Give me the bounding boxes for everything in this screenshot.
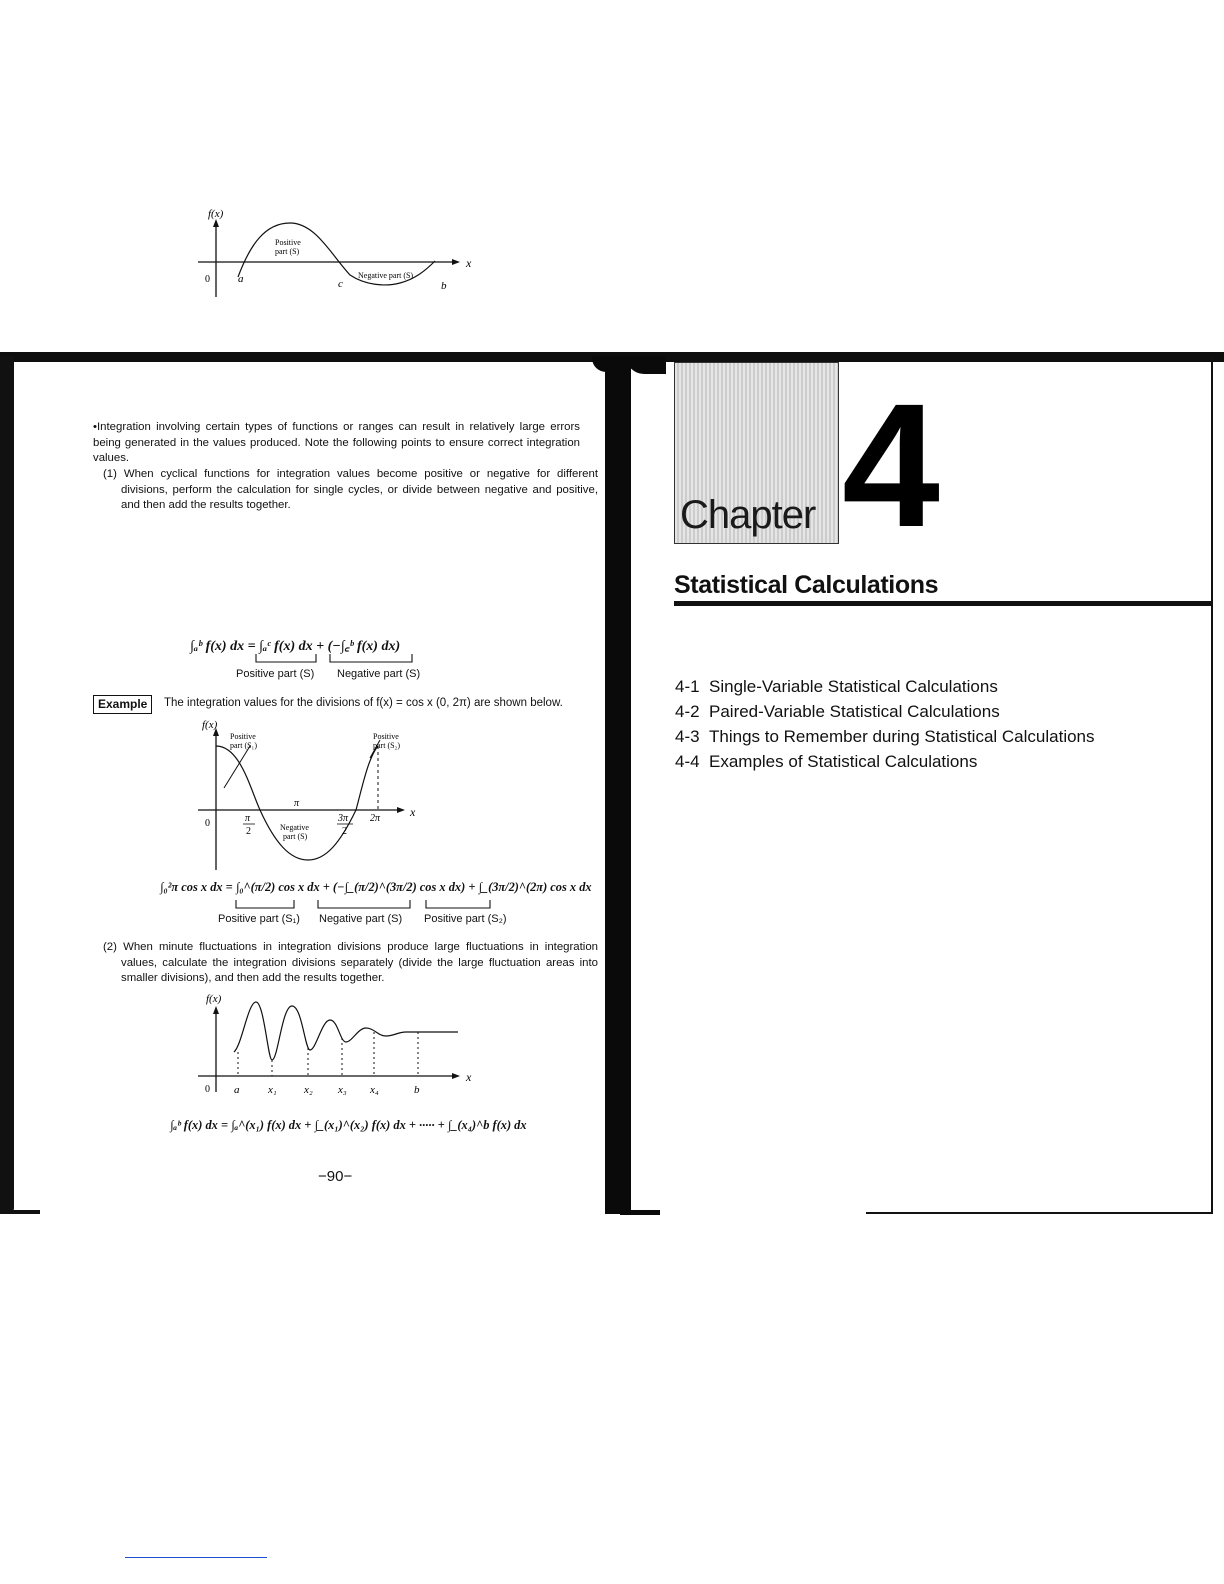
three-pi-num: 3π (338, 813, 349, 824)
y-axis-arrow-icon (213, 1006, 219, 1014)
right-page-edge (1211, 356, 1213, 1214)
example-label: Example (93, 695, 152, 714)
point-2-paragraph: (2) When minute fluctuations in integration divisions produce large fluctuations in integration values, calculate the integration divisions separately (divide the large fluctuation areas into smaller divisions), and then add the results together. (103, 941, 598, 985)
table-of-contents (675, 674, 1095, 774)
toc-text: Single-Variable Statistical Calculations (709, 677, 998, 696)
toc-text: Examples of Statistical Calculations (709, 752, 978, 771)
spine-curve-right (626, 356, 666, 374)
fluctuation-curve (234, 1002, 458, 1060)
c-label: c (338, 278, 343, 290)
y-label: f(x) (206, 993, 222, 1005)
toc-item-3[interactable] (675, 724, 1095, 749)
pi-half-num: π (245, 813, 251, 824)
tick-x4: x₄ (370, 1084, 379, 1096)
formula-2-neg-caption: Negative part (S) (319, 913, 403, 925)
origin-label: 0 (205, 818, 210, 829)
formula-1-positive-caption: Positive part (S) (236, 668, 315, 680)
toc-num: 4-3 (675, 727, 700, 746)
chapter-title-rule (674, 601, 1212, 606)
toc-num: 4-1 (675, 677, 700, 696)
formula-3-text: ∫ₐᵇ f(x) dx = ∫ₐ^(x₁) f(x) dx + ∫_(x₁)^(x₂) f(x) dx + ····· + ∫_(x₄)^b f(x) dx (170, 1118, 527, 1132)
origin-label: 0 (205, 274, 210, 285)
formula-1-negative-caption: Negative part (S) (337, 668, 421, 680)
tick-a: a (234, 1084, 240, 1096)
chapter-number: 4 (842, 368, 934, 564)
pos1-label-1: Positive (230, 732, 256, 741)
x-axis-arrow-icon (452, 259, 460, 265)
chapter-word: Chapter (680, 493, 816, 537)
spine-foot (620, 1210, 660, 1215)
x-axis-arrow-icon (452, 1073, 460, 1079)
formula-1-text: ∫ₐᵇ f(x) dx = ∫ₐᶜ f(x) dx + (−∫꜀ᵇ f(x) dx) (190, 639, 401, 654)
origin-label: 0 (205, 1084, 210, 1095)
toc-text: Paired-Variable Statistical Calculations (709, 702, 1000, 721)
tick-x3: x₃ (338, 1084, 347, 1096)
left-page-edge (0, 356, 14, 1214)
positive-label-1: Positive (275, 238, 301, 247)
toc-num: 4-2 (675, 702, 700, 721)
three-pi-den: 2 (342, 826, 347, 837)
a-label: a (238, 273, 244, 285)
graph-positive-negative (190, 205, 490, 315)
pos2-label-2: part (S₂) (373, 741, 401, 750)
formula-2-pos2-caption: Positive part (S₂) (424, 913, 507, 925)
formula-3 (170, 1118, 527, 1133)
positive-label-2: part (S) (275, 247, 300, 256)
formula-2-pos1-caption: Positive part (S₁) (218, 913, 300, 925)
negative-label: Negative part (S) (358, 271, 414, 280)
formula-2-brackets (234, 898, 504, 910)
pos1-label-2: part (S₁) (230, 741, 258, 750)
x-axis-arrow-icon (397, 807, 405, 813)
y-axis-arrow-icon (213, 219, 219, 227)
toc-item-2[interactable] (675, 699, 1095, 724)
toc-item-1[interactable] (675, 674, 1095, 699)
toc-item-4[interactable] (675, 749, 1095, 774)
formula-2 (160, 880, 592, 895)
tick-x2: x₂ (304, 1084, 313, 1096)
x-label: x (466, 1070, 472, 1084)
tick-x1: x₁ (268, 1084, 277, 1096)
page-number: −90− (318, 1168, 353, 1185)
x-label: x (410, 805, 416, 819)
neg-label-1: Negative (280, 823, 309, 832)
point-1-paragraph: (1) When cyclical functions for integration values become positive or negative for different divisions, perform the calculation for single cycles, or divide between negative and positive, and then add the results together. (103, 468, 598, 512)
pos2-label-1: Positive (373, 732, 399, 741)
formula-1-brackets (254, 652, 434, 664)
right-bottom-rule (866, 1212, 1212, 1214)
example-text: The integration values for the divisions of f(x) = cos x (0, 2π) are shown below. (164, 697, 563, 709)
left-bottom-rule (0, 1210, 40, 1214)
graph-cosine (190, 718, 430, 874)
book-spine (605, 356, 631, 1214)
formula-2-text: ∫₀²π cos x dx = ∫₀^(π/2) cos x dx + (−∫_(π/2)^(3π/2) cos x dx) + ∫_(3π/2)^(2π) cos x dx (160, 880, 592, 894)
pi-label: π (294, 798, 300, 809)
chapter-title: Statistical Calculations (674, 571, 939, 599)
graph-fluctuations (190, 990, 490, 1100)
toc-num: 4-4 (675, 752, 700, 771)
pos1-pointer (224, 746, 250, 788)
y-label: f(x) (208, 208, 224, 220)
b-label: b (441, 280, 447, 292)
pi-half-den: 2 (246, 826, 251, 837)
toc-text: Things to Remember during Statistical Calculations (709, 727, 1095, 746)
neg-label-2: part (S) (283, 832, 308, 841)
y-label: f(x) (202, 719, 218, 731)
tick-b: b (414, 1084, 420, 1096)
x-label: x (466, 256, 472, 270)
blue-underline (125, 1557, 267, 1558)
two-pi-label: 2π (370, 813, 381, 824)
intro-paragraph: •Integration involving certain types of functions or ranges can result in relatively large errors being generated in the values produced. Note the following points to ensure correct integration values. (93, 421, 580, 465)
